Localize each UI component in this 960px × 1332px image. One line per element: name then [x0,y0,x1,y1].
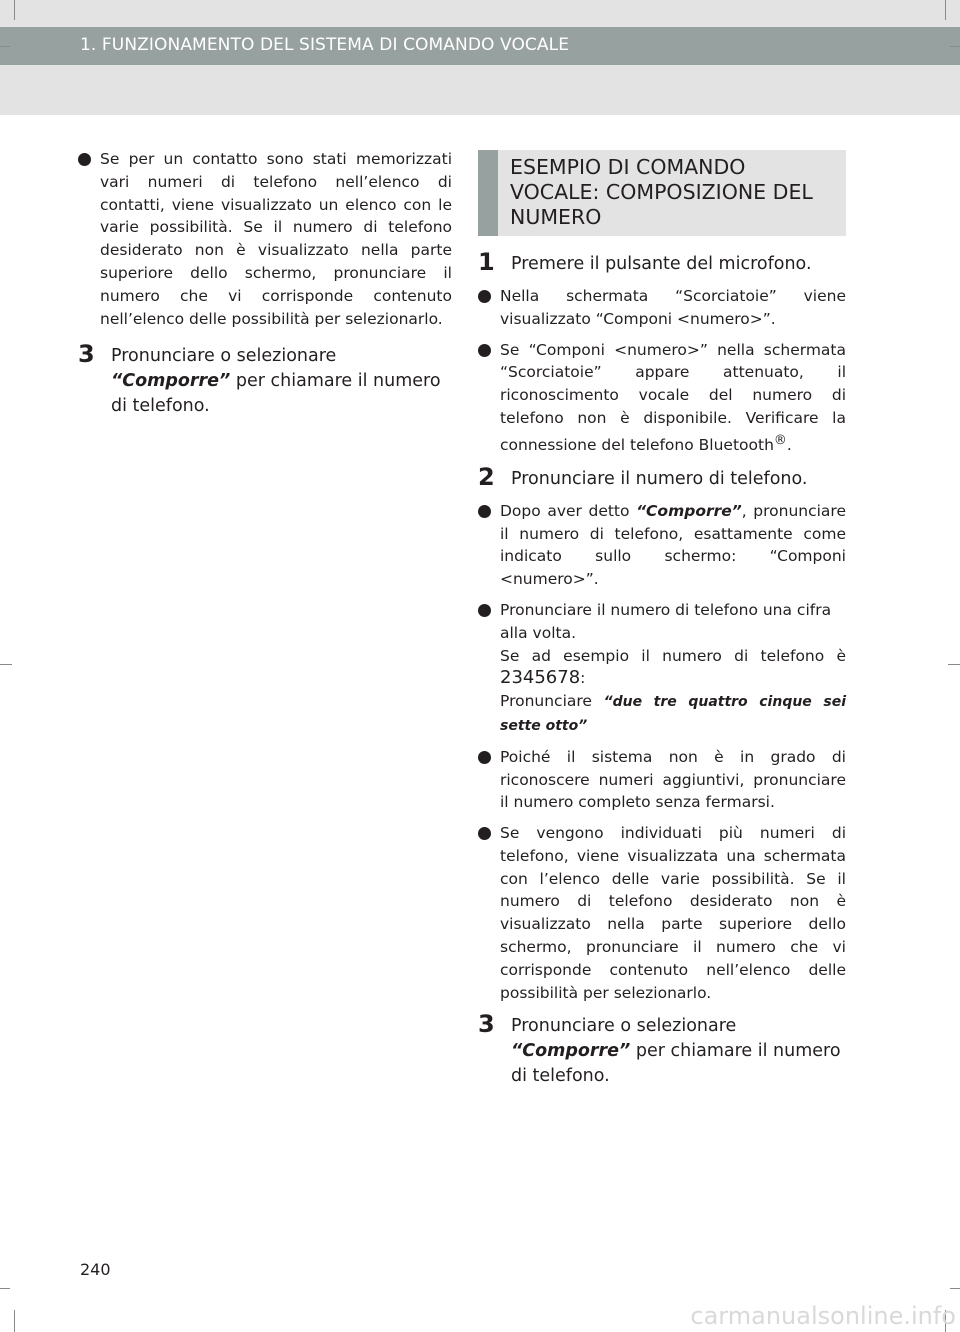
step-text: per chiamare il numero di telefono. [111,371,441,417]
bullet-icon [478,290,491,303]
colon: : [580,669,586,688]
voice-command: “due tre quattro cinque sei sette otto” [500,694,846,734]
voice-command: “Comporre” [111,371,231,392]
chapter-title: 1. FUNZIONAMENTO DEL SISTEMA DI COMANDO VOCALE [80,35,570,55]
list-item [478,500,846,591]
bullet-text: Dopo aver detto [500,501,637,520]
crop-mark [14,1310,15,1332]
crop-mark [950,1288,960,1289]
list-item [478,599,846,738]
step-3 [78,340,452,419]
step-number: 3 [78,340,95,369]
bullet-text-end: . [786,435,792,454]
page-number: 240 [80,1260,111,1279]
crop-mark [0,46,10,47]
step-number: 2 [478,462,495,491]
bullet-icon [78,153,91,166]
step-text: per chiamare il numero di telefono. [511,1041,841,1087]
right-column [478,248,846,1097]
left-column [78,148,452,427]
crop-mark [0,1288,10,1289]
bullet-text: Nella schermata “Scorciatoie” viene visualizzato “Componi <numero>”. [500,287,846,328]
bullet-icon [478,604,491,617]
voice-command: “Comporre” [636,501,742,520]
section-accent [478,150,498,236]
crop-mark [948,664,960,665]
step-text: Pronunciare o selezionare [511,1016,737,1037]
step-text: Pronunciare o selezionare [111,346,337,367]
example-number: 2345678 [500,667,581,689]
bullet-text: Se vengono individuati più numeri di telefono, viene visualizzata una schermata con l’elenco delle varie possibilità. Se il numero di telefono desiderato non è visualizzato nella parte superiore dello schermo, pronunciare il numero che vi corrisponde contenuto nell’elenco delle possibilità per selezionarlo. [500,824,846,1002]
crop-mark [950,46,960,47]
list-item [478,339,846,457]
list-item [78,148,452,330]
pronounce-line [500,690,846,738]
bullet-text: Pronunciare [500,692,604,711]
crop-mark [0,664,12,665]
step-number: 3 [478,1010,495,1039]
voice-command: “Comporre” [511,1041,631,1062]
bullet-icon [478,505,491,518]
step-2 [478,462,846,492]
bullet-icon [478,827,491,840]
step-number: 1 [478,248,495,276]
bullet-text: Se ad esempio il numero di telefono è [500,646,846,665]
watermark: carmanualsonline.info [690,1302,956,1330]
bullet-text: Poiché il sistema non è in grado di riconoscere numeri aggiuntivi, pronunciare il numero completo senza fermarsi. [500,747,846,812]
list-item [478,746,846,814]
step-3 [478,1010,846,1089]
bullet-icon [478,344,491,357]
bullet-text: Se “Componi <numero>” nella schermata “Scorciatoie” appare attenuato, il riconoscimento vocale del numero di telefono non è disponibile. Verificare la connessione del telefono Bluetooth [500,340,846,454]
bullet-text: Pronunciare il numero di telefono una cifra alla volta. [500,600,832,642]
crop-mark [945,0,946,20]
step-text: Premere il pulsante del microfono. [511,254,812,274]
section-heading [478,150,846,236]
list-item [478,822,846,1004]
phone-example [500,667,846,690]
section-title: ESEMPIO DI COMANDO VOCALE: COMPOSIZIONE DEL NUMERO [510,155,813,229]
registered-mark: ® [773,432,787,448]
bullet-text: , pronunciare il numero di telefono, esattamente come indicato sullo schermo: “Componi <numero>”. [500,501,846,589]
step-text: Pronunciare il numero di telefono. [511,468,808,489]
bullet-icon [478,751,491,764]
bullet-text: Se per un contatto sono stati memorizzati vari numeri di telefono nell’elenco di contatti, viene visualizzato un elenco con le varie possibilità. Se il numero di telefono desiderato non è visualizzato nella parte superiore dello schermo, pronunciare il numero che vi corrisponde contenuto nell’elenco delle possibilità per selezionarlo. [100,150,452,328]
list-item [478,285,846,331]
step-1 [478,248,846,277]
crop-mark [14,0,15,20]
